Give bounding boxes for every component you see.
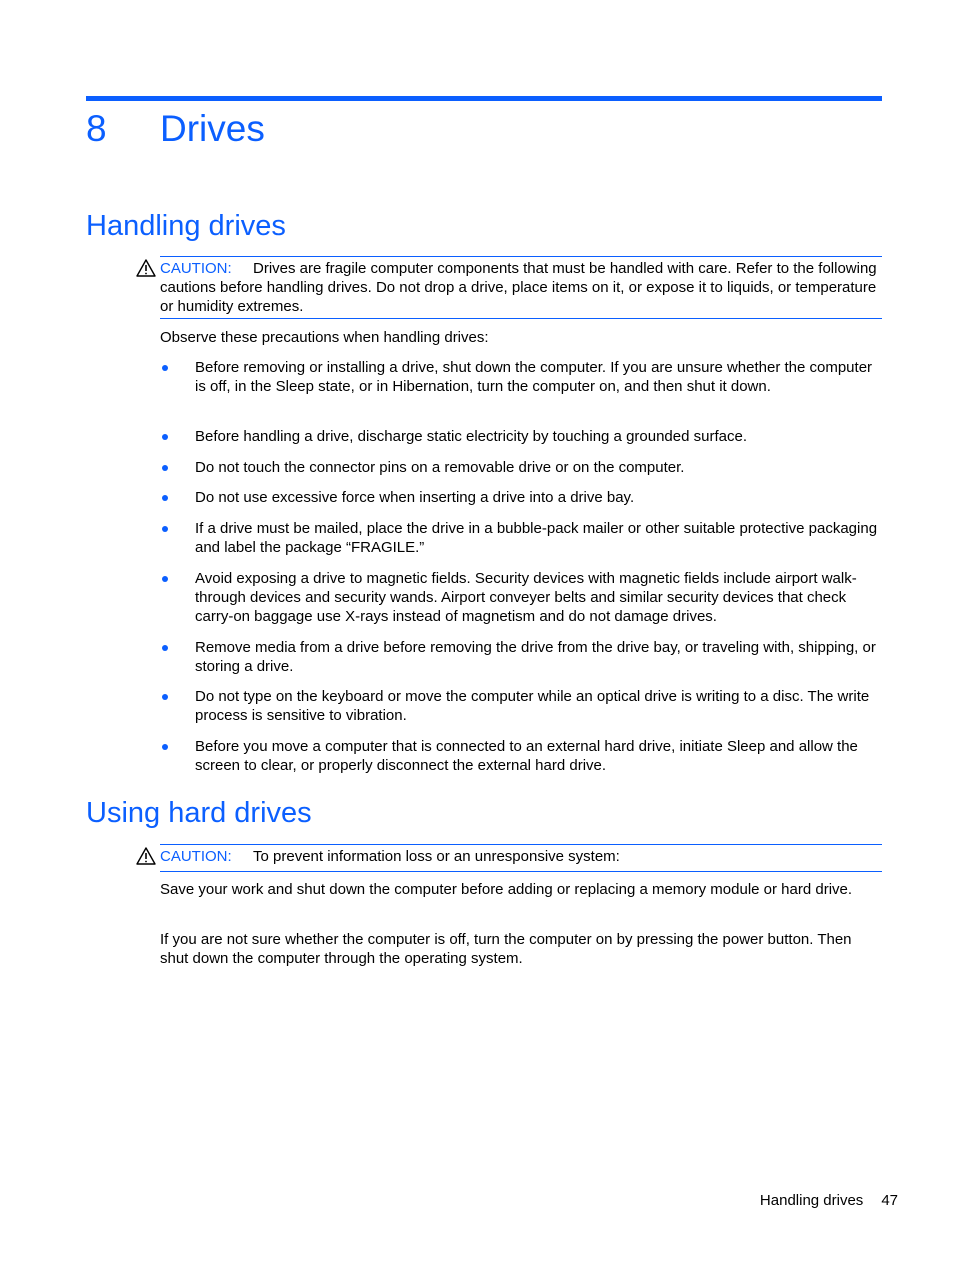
list-item-text: Do not type on the keyboard or move the computer while an optical drive is writing to a disc. The write process is sensitive to vibration. (195, 688, 870, 724)
list-item-text: Before removing or installing a drive, shut down the computer. If you are unsure whether the computer is off, in the Sleep state, or in Hibernation, turn the computer on, and then shut it down. (195, 359, 873, 395)
caution-label: CAUTION: (160, 848, 232, 865)
bullet-dot (162, 434, 168, 440)
list-item-text: Avoid exposing a drive to magnetic fields. Security devices with magnetic fields include airport walk-through devices and security wands. Airport conveyer belts and similar security devices that check carry-on baggage use X-rays instead of magnetism and do not damage drives. (195, 570, 857, 625)
bullet-dot (162, 526, 168, 532)
list-item (160, 488, 882, 507)
list-item (160, 569, 882, 626)
section-heading-using-hard-drives: Using hard drives (86, 797, 312, 829)
chapter-number: 8 (86, 108, 107, 149)
list-item-text: If a drive must be mailed, place the drive in a bubble-pack mailer or other suitable protective packaging and label the package “FRAGILE.” (195, 520, 878, 556)
bullet-dot (162, 744, 168, 750)
caution-text-block (160, 257, 882, 318)
list-item (160, 737, 882, 775)
list-item-text: Before you move a computer that is connected to an external hard drive, initiate Sleep and allow the screen to clear, or properly disconnect the external hard drive. (195, 738, 858, 774)
bullet-dot (162, 576, 168, 582)
list-item-text: Do not touch the connector pins on a removable drive or on the computer. (195, 459, 685, 476)
list-item (160, 687, 882, 725)
list-item (160, 427, 882, 446)
bullet-dot (162, 694, 168, 700)
bullet-dot (162, 365, 168, 371)
chapter-title (86, 106, 265, 152)
list-item (160, 638, 882, 676)
caution-box-using-hard-drives (160, 844, 882, 872)
hard-drive-paragraph: If you are not sure whether the computer is off, turn the computer on by pressing the power button. Then shut down the computer through the operating system. (160, 931, 852, 967)
list-item-text: Remove media from a drive before removing the drive from the drive bay, or traveling with, shipping, or storing a drive. (195, 639, 876, 675)
page-footer (700, 1191, 898, 1210)
caution-label: CAUTION: (160, 260, 232, 277)
caution-text-block (160, 845, 882, 871)
list-item-text: Before handling a drive, discharge static electricity by touching a grounded surface. (195, 428, 747, 445)
list-item (160, 458, 882, 477)
chapter-title-text: Drives (160, 108, 265, 149)
caution-message: To prevent information loss or an unresponsive system: (253, 848, 620, 865)
page-number: 47 (881, 1192, 898, 1209)
bullet-dot (162, 465, 168, 471)
warning-triangle-icon (136, 259, 156, 277)
section-heading-handling-drives: Handling drives (86, 210, 286, 242)
hard-drive-paragraph: Save your work and shut down the computer before adding or replacing a memory module or hard drive. (160, 881, 853, 898)
caution-box-handling-drives (160, 256, 882, 319)
handling-intro-text: Observe these precautions when handling drives: (160, 329, 489, 346)
list-item (160, 519, 882, 557)
bullet-dot (162, 645, 168, 651)
warning-triangle-icon (136, 847, 156, 865)
bullet-dot (162, 495, 168, 501)
footer-section-name: Handling drives (759, 1192, 864, 1209)
chapter-rule (86, 96, 882, 101)
caution-message: Drives are fragile computer components that must be handled with care. Refer to the following cautions before handling drives. Do not drop a drive, place items on it, or expose it to liquids, or temperature or humidity extremes. (160, 260, 877, 315)
list-item-text: Do not use excessive force when inserting a drive into a drive bay. (195, 489, 635, 506)
list-item (160, 358, 882, 396)
